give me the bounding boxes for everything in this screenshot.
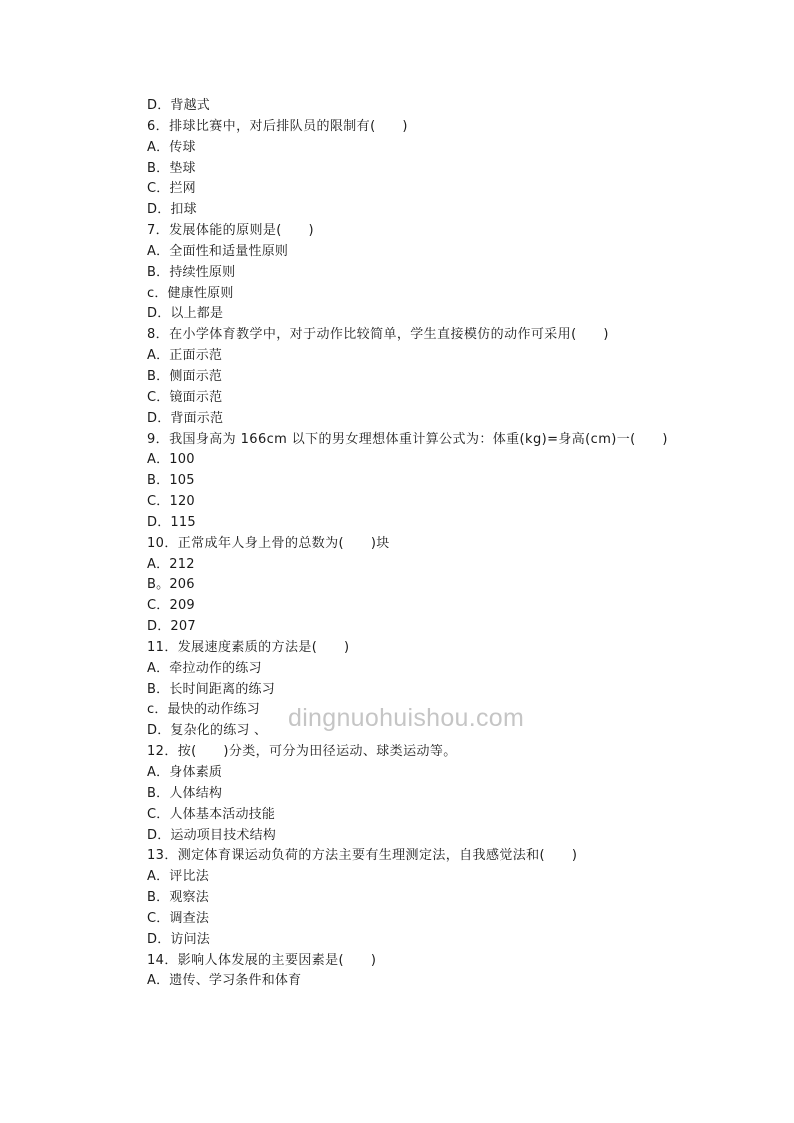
option-text: C．镜面示范 <box>147 389 223 405</box>
option-text: A．传球 <box>147 139 196 155</box>
option-text: D．扣球 <box>147 202 197 218</box>
option-text: A．遗传、学习条件和体育 <box>147 973 302 989</box>
option-text: A．正面示范 <box>147 348 223 364</box>
option-text: B．105 <box>147 473 195 489</box>
question-text: 8．在小学体育教学中，对于动作比较简单，学生直接模仿的动作可采用( ) <box>147 327 609 343</box>
question-text: 13．测定体育课运动负荷的方法主要有生理测定法，自我感觉法和( ) <box>147 848 578 864</box>
option-text: c．健康性原则 <box>147 285 234 301</box>
option-text: A．全面性和适量性原则 <box>147 243 289 259</box>
question-text: 7．发展体能的原则是( ) <box>147 223 315 239</box>
option-text: D．复杂化的练习 、 <box>147 723 268 739</box>
question-text: 12．按( )分类，可分为田径运动、球类运动等。 <box>147 744 457 760</box>
option-text: A．100 <box>147 452 195 468</box>
option-text: B。206 <box>147 577 195 593</box>
document-body <box>147 96 707 992</box>
option-text: B．持续性原则 <box>147 264 236 280</box>
option-text: B．垫球 <box>147 160 196 176</box>
question-text: 6．排球比赛中，对后排队员的限制有( ) <box>147 118 408 134</box>
option-text: C．调查法 <box>147 910 210 926</box>
option-text: D．207 <box>147 619 196 635</box>
question-text: 10．正常成年人身上骨的总数为( )块 <box>147 535 390 551</box>
option-text: D．背越式 <box>147 98 211 113</box>
option-text: c．最快的动作练习 <box>147 702 260 718</box>
option-text: D．115 <box>147 514 196 530</box>
option-text: C．拦网 <box>147 181 196 197</box>
option-text: C．人体基本活动技能 <box>147 806 276 822</box>
question-text: 14．影响人体发展的主要因素是( ) <box>147 952 377 968</box>
option-text: D．访问法 <box>147 931 211 947</box>
option-text: A．212 <box>147 556 195 572</box>
option-text: C．120 <box>147 494 195 510</box>
option-text: D．背面示范 <box>147 410 224 426</box>
option-text: A．牵拉动作的练习 <box>147 660 262 676</box>
option-text: B．人体结构 <box>147 785 223 801</box>
question-text: 9．我国身高为 166cm 以下的男女理想体重计算公式为：体重(kg)=身高(cm)一( ) <box>147 431 668 447</box>
option-text: D．运动项目技术结构 <box>147 827 277 843</box>
option-text: C．209 <box>147 598 195 614</box>
option-text: A．评比法 <box>147 869 209 885</box>
question-text: 11．发展速度素质的方法是( ) <box>147 639 350 655</box>
option-text: B．长时间距离的练习 <box>147 681 275 697</box>
option-text: A．身体素质 <box>147 765 223 780</box>
option-text: D．以上都是 <box>147 306 224 322</box>
watermark: dingnuohuishou.com <box>288 704 525 732</box>
option-text: B．观察法 <box>147 890 209 906</box>
option-text: B．侧面示范 <box>147 368 223 384</box>
